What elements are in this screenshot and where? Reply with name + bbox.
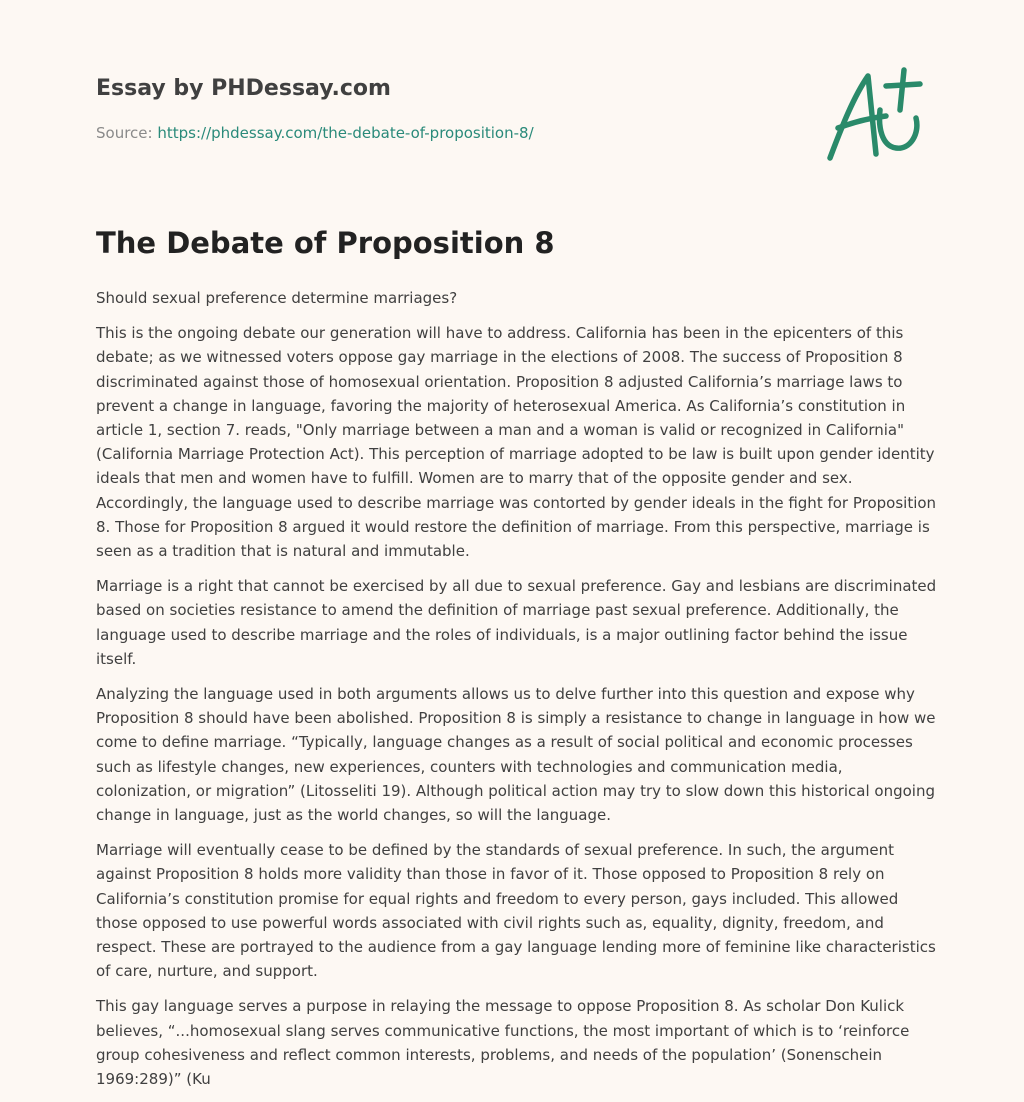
a-plus-logo-icon [820, 66, 930, 166]
source-link[interactable]: https://phdessay.com/the-debate-of-proposition-8/ [157, 124, 534, 142]
essay-paragraph: Should sexual preference determine marriages? [96, 289, 458, 307]
essay-paragraph: This is the ongoing debate our generation will have to address. California has been in the epicenters of this debate; as we witnessed voters oppose gay marriage in the elections of 2008. The success of Proposition 8 discriminated against those of homosexual orientation. Proposition 8 adjusted California’s marriage laws to prevent a change in language, favoring the majority of heterosexual America. As California’s constitution in article 1, section 7. reads, "Only marriage between a man and a woman is valid or recognized in California" (California Marriage Protection Act). This perception of marriage adopted to be law is built upon gender identity ideals that men and women have to fulfill. Women are to marry that of the opposite gender and sex. Accordingly, the language used to describe marriage was contorted by gender ideals in the fight for Proposition 8. Those for Proposition 8 argued it would restore the definition of marriage. From this perspective, marriage is seen as a tradition that is natural and immutable. [96, 324, 937, 561]
essay-paragraph: Analyzing the language used in both arguments allows us to delve further into this question and expose why Proposition 8 should have been abolished. Proposition 8 is simply a resistance to change in language in how we come to define marriage. “Typically, language changes as a result of social political and economic processes such as lifestyle changes, new experiences, counters with technologies and communication media, colonization, or migration” (Litosseliti 19). Although political action may try to slow down this historical ongoing change in language, just as the world changes, so will the language. [96, 685, 936, 825]
essay-body [96, 286, 938, 1102]
source-label: Source: [96, 124, 153, 142]
essay-title: The Debate of Proposition 8 [96, 226, 555, 260]
site-title: Essay by PHDessay.com [96, 76, 391, 101]
essay-paragraph: This gay language serves a purpose in relaying the message to oppose Proposition 8. As scholar Don Kulick believes, “...homosexual slang serves communicative functions, the most important of which is to ‘reinforce group cohesiveness and reflect common interests, problems, and needs of the population’ (Sonenschein 1969:289)” (Ku [96, 997, 910, 1089]
source-line [96, 124, 534, 142]
essay-paragraph: Marriage will eventually cease to be defined by the standards of sexual preference. In such, the argument against Proposition 8 holds more validity than those in favor of it. Those opposed to Proposition 8 rely on California’s constitution promise for equal rights and freedom to every person, gays included. This allowed those opposed to use powerful words associated with civil rights such as, equality, dignity, freedom, and respect. These are portrayed to the audience from a gay language lending more of feminine like characteristics of care, nurture, and support. [96, 841, 936, 981]
essay-paragraph: Marriage is a right that cannot be exercised by all due to sexual preference. Gay and lesbians are discriminated based on societies resistance to amend the definition of marriage past sexual preference. Additionally, the language used to describe marriage and the roles of individuals, is a major outlining factor behind the issue itself. [96, 577, 937, 668]
